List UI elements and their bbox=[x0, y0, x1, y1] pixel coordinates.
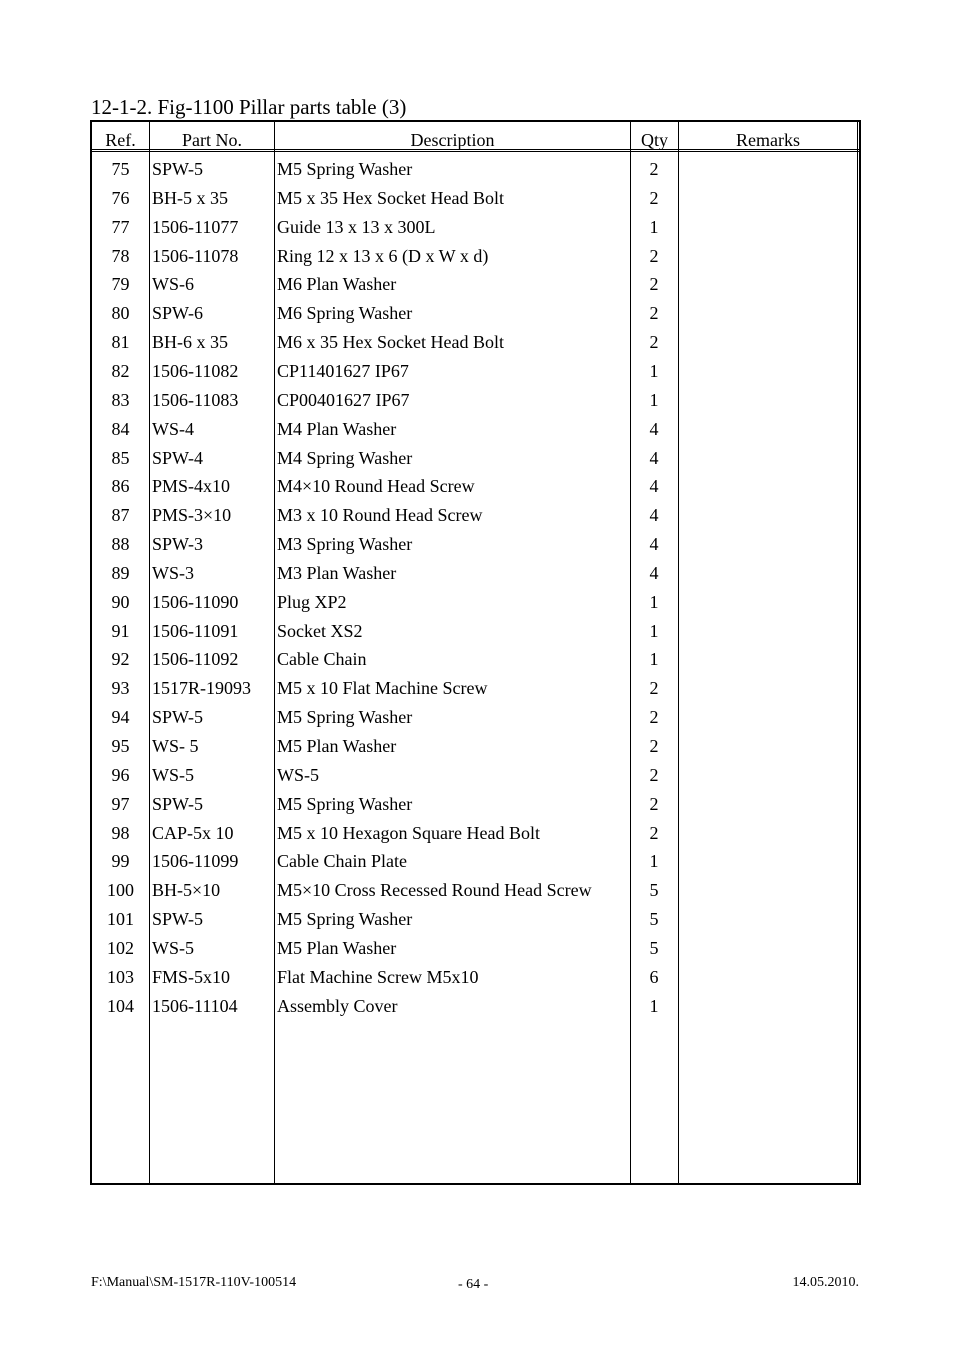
cell-part-no: 1506-11077 bbox=[152, 216, 239, 237]
cell-part-no: WS-4 bbox=[152, 418, 194, 439]
table-row bbox=[92, 357, 859, 386]
cell-part-no: WS-3 bbox=[152, 562, 194, 583]
table-row bbox=[92, 472, 859, 501]
table-row bbox=[92, 501, 859, 530]
cell-description: Cable Chain Plate bbox=[277, 851, 407, 872]
cell-description: M6 Spring Washer bbox=[277, 303, 413, 324]
cell-remarks bbox=[680, 703, 860, 732]
cell-qty: 2 bbox=[649, 822, 659, 843]
cell-description: M5 Plan Washer bbox=[277, 736, 397, 756]
cell-part-no: SPW-4 bbox=[152, 447, 204, 468]
cell-ref: 89 bbox=[111, 562, 130, 583]
cell-ref: 98 bbox=[111, 822, 130, 843]
cell-remarks bbox=[680, 242, 860, 271]
cell-remarks bbox=[680, 934, 860, 963]
cell-description: Ring 12 x 13 x 6 (D x W x d) bbox=[277, 245, 489, 266]
cell-remarks bbox=[680, 761, 860, 790]
cell-ref: 86 bbox=[111, 476, 130, 497]
cell-remarks bbox=[680, 645, 860, 674]
cell-ref: 75 bbox=[111, 159, 130, 179]
cell-remarks bbox=[680, 328, 860, 357]
table-row bbox=[92, 819, 859, 848]
cell-qty: 5 bbox=[649, 937, 659, 958]
table-row bbox=[92, 444, 859, 473]
cell-remarks bbox=[680, 444, 860, 473]
cell-qty: 1 bbox=[649, 360, 659, 381]
cell-ref: 77 bbox=[111, 216, 130, 237]
cell-qty: 1 bbox=[649, 851, 659, 872]
table-row bbox=[92, 732, 859, 761]
cell-ref: 80 bbox=[111, 303, 130, 324]
cell-ref: 95 bbox=[111, 736, 130, 756]
table-row bbox=[92, 847, 859, 876]
cell-description: M6 Plan Washer bbox=[277, 274, 397, 295]
cell-remarks bbox=[680, 819, 860, 848]
cell-qty: 1 bbox=[649, 389, 659, 410]
cell-remarks bbox=[680, 213, 860, 242]
cell-qty: 2 bbox=[649, 274, 659, 295]
cell-part-no: 1506-11099 bbox=[152, 851, 239, 872]
cell-description: M5 x 10 Flat Machine Screw bbox=[277, 678, 488, 699]
cell-remarks bbox=[680, 155, 860, 184]
cell-ref: 83 bbox=[111, 389, 130, 410]
cell-ref: 100 bbox=[107, 880, 134, 901]
cell-ref: 103 bbox=[107, 966, 134, 987]
cell-part-no: WS-6 bbox=[152, 274, 194, 295]
cell-ref: 101 bbox=[107, 909, 134, 930]
cell-part-no: SPW-6 bbox=[152, 303, 204, 324]
cell-remarks bbox=[680, 905, 860, 934]
cell-remarks bbox=[680, 617, 860, 646]
cell-description: M3 Spring Washer bbox=[277, 534, 413, 555]
cell-qty: 2 bbox=[649, 245, 659, 266]
table-row bbox=[92, 386, 859, 415]
cell-ref: 96 bbox=[111, 764, 130, 785]
cell-part-no: PMS-3×10 bbox=[152, 505, 232, 526]
cell-qty: 2 bbox=[649, 678, 659, 699]
cell-part-no: 1506-11104 bbox=[152, 995, 238, 1016]
cell-qty: 1 bbox=[649, 620, 659, 641]
cell-part-no: CAP-5x 10 bbox=[152, 822, 234, 843]
cell-qty: 5 bbox=[649, 880, 659, 901]
cell-remarks bbox=[680, 386, 860, 415]
cell-description: Plug XP2 bbox=[277, 591, 347, 612]
cell-part-no: 1506-11078 bbox=[152, 245, 239, 266]
cell-ref: 85 bbox=[111, 447, 130, 468]
table-row bbox=[92, 790, 859, 819]
cell-ref: 93 bbox=[111, 678, 130, 699]
cell-qty: 2 bbox=[649, 187, 659, 208]
header-remarks: Remarks bbox=[736, 130, 800, 149]
cell-part-no: SPW-3 bbox=[152, 534, 204, 555]
cell-remarks bbox=[680, 588, 860, 617]
cell-part-no: PMS-4x10 bbox=[152, 476, 231, 497]
table-row bbox=[92, 761, 859, 790]
cell-description: WS-5 bbox=[277, 764, 319, 785]
table-row bbox=[92, 905, 859, 934]
cell-qty: 2 bbox=[649, 332, 659, 353]
cell-ref: 79 bbox=[111, 274, 130, 295]
table-row bbox=[92, 559, 859, 588]
cell-ref: 87 bbox=[111, 505, 130, 526]
page-title: 12-1-2. Fig-1100 Pillar parts table (3) bbox=[91, 95, 407, 119]
table-row bbox=[92, 155, 859, 184]
cell-part-no: WS-5 bbox=[152, 937, 194, 958]
table-row bbox=[92, 242, 859, 271]
table-row bbox=[92, 876, 859, 905]
footer-file-path: F:\Manual\SM-1517R-110V-100514 bbox=[91, 1275, 297, 1290]
cell-description: M3 Plan Washer bbox=[277, 562, 397, 583]
cell-description: M5 Plan Washer bbox=[277, 937, 397, 958]
cell-remarks bbox=[680, 501, 860, 530]
cell-remarks bbox=[680, 472, 860, 501]
cell-remarks bbox=[680, 270, 860, 299]
table-row bbox=[92, 415, 859, 444]
cell-remarks bbox=[680, 992, 860, 1021]
table-row bbox=[92, 270, 859, 299]
cell-qty: 4 bbox=[649, 476, 659, 497]
footer-page-number: - 64 - bbox=[458, 1277, 489, 1292]
cell-part-no: 1506-11092 bbox=[152, 649, 239, 670]
cell-qty: 4 bbox=[649, 418, 659, 439]
cell-ref: 90 bbox=[111, 591, 130, 612]
cell-part-no: 1506-11091 bbox=[152, 620, 239, 641]
cell-description: M3 x 10 Round Head Screw bbox=[277, 505, 483, 526]
table-row bbox=[92, 530, 859, 559]
cell-remarks bbox=[680, 184, 860, 213]
cell-description: Assembly Cover bbox=[277, 995, 398, 1016]
cell-qty: 1 bbox=[649, 649, 659, 670]
cell-qty: 2 bbox=[649, 736, 659, 756]
cell-qty: 4 bbox=[649, 447, 659, 468]
cell-remarks bbox=[680, 963, 860, 992]
table-row bbox=[92, 184, 859, 213]
cell-qty: 4 bbox=[649, 505, 659, 526]
table-row bbox=[92, 617, 859, 646]
cell-description: M5 Spring Washer bbox=[277, 159, 413, 179]
cell-part-no: SPW-5 bbox=[152, 707, 204, 728]
cell-part-no: SPW-5 bbox=[152, 159, 204, 179]
cell-description: Guide 13 x 13 x 300L bbox=[277, 216, 436, 237]
cell-description: Cable Chain bbox=[277, 649, 367, 670]
cell-ref: 82 bbox=[111, 360, 130, 381]
cell-part-no: BH-5×10 bbox=[152, 880, 221, 901]
cell-ref: 99 bbox=[111, 851, 130, 872]
cell-description: CP00401627 IP67 bbox=[277, 389, 410, 410]
cell-remarks bbox=[680, 674, 860, 703]
table-row bbox=[92, 328, 859, 357]
table-row bbox=[92, 645, 859, 674]
cell-remarks bbox=[680, 876, 860, 905]
cell-description: CP11401627 IP67 bbox=[277, 360, 409, 381]
cell-remarks bbox=[680, 790, 860, 819]
cell-part-no: WS- 5 bbox=[152, 736, 199, 756]
cell-remarks bbox=[680, 415, 860, 444]
cell-description: Socket XS2 bbox=[277, 620, 363, 641]
table-row bbox=[92, 963, 859, 992]
cell-ref: 84 bbox=[111, 418, 130, 439]
cell-ref: 104 bbox=[107, 995, 134, 1016]
cell-remarks bbox=[680, 530, 860, 559]
cell-remarks bbox=[680, 299, 860, 328]
table-row bbox=[92, 703, 859, 732]
cell-ref: 97 bbox=[111, 793, 130, 814]
cell-qty: 2 bbox=[649, 303, 659, 324]
cell-part-no: FMS-5x10 bbox=[152, 966, 231, 987]
cell-part-no: 1506-11090 bbox=[152, 591, 239, 612]
cell-description: M5 x 10 Hexagon Square Head Bolt bbox=[277, 822, 540, 843]
header-description: Description bbox=[410, 130, 495, 149]
cell-ref: 76 bbox=[111, 187, 130, 208]
cell-description: M4×10 Round Head Screw bbox=[277, 476, 475, 497]
cell-description: Flat Machine Screw M5x10 bbox=[277, 966, 479, 987]
table-row bbox=[92, 213, 859, 242]
cell-description: M5×10 Cross Recessed Round Head Screw bbox=[277, 880, 592, 901]
cell-ref: 94 bbox=[111, 707, 130, 728]
cell-qty: 2 bbox=[649, 764, 659, 785]
cell-qty: 6 bbox=[649, 966, 659, 987]
cell-ref: 91 bbox=[111, 620, 130, 641]
cell-description: M4 Spring Washer bbox=[277, 447, 413, 468]
header-qty: Qty bbox=[641, 130, 668, 149]
cell-qty: 2 bbox=[649, 159, 659, 179]
cell-remarks bbox=[680, 732, 860, 761]
footer-date: 14.05.2010. bbox=[792, 1275, 859, 1290]
cell-part-no: BH-6 x 35 bbox=[152, 332, 228, 353]
cell-description: M6 x 35 Hex Socket Head Bolt bbox=[277, 332, 504, 353]
table-row bbox=[92, 934, 859, 963]
cell-qty: 1 bbox=[649, 216, 659, 237]
cell-part-no: 1506-11082 bbox=[152, 360, 239, 381]
cell-remarks bbox=[680, 847, 860, 876]
cell-description: M5 x 35 Hex Socket Head Bolt bbox=[277, 187, 504, 208]
cell-description: M5 Spring Washer bbox=[277, 707, 413, 728]
cell-ref: 88 bbox=[111, 534, 130, 555]
table-row bbox=[92, 299, 859, 328]
parts-table bbox=[90, 120, 861, 1185]
header-part-no: Part No. bbox=[182, 130, 242, 149]
cell-ref: 102 bbox=[107, 937, 134, 958]
cell-qty: 2 bbox=[649, 707, 659, 728]
cell-part-no: 1517R-19093 bbox=[152, 678, 251, 699]
cell-qty: 4 bbox=[649, 562, 659, 583]
cell-qty: 4 bbox=[649, 534, 659, 555]
cell-qty: 1 bbox=[649, 995, 659, 1016]
cell-remarks bbox=[680, 559, 860, 588]
cell-description: M4 Plan Washer bbox=[277, 418, 397, 439]
cell-part-no: SPW-5 bbox=[152, 793, 204, 814]
cell-part-no: WS-5 bbox=[152, 764, 194, 785]
cell-ref: 78 bbox=[111, 245, 130, 266]
cell-qty: 1 bbox=[649, 591, 659, 612]
cell-ref: 81 bbox=[111, 332, 130, 353]
table-header bbox=[92, 122, 859, 152]
cell-part-no: SPW-5 bbox=[152, 909, 204, 930]
cell-description: M5 Spring Washer bbox=[277, 793, 413, 814]
table-row bbox=[92, 674, 859, 703]
cell-remarks bbox=[680, 357, 860, 386]
cell-ref: 92 bbox=[111, 649, 130, 670]
header-ref: Ref. bbox=[105, 130, 136, 149]
cell-description: M5 Spring Washer bbox=[277, 909, 413, 930]
cell-part-no: 1506-11083 bbox=[152, 389, 239, 410]
table-row bbox=[92, 992, 859, 1021]
cell-qty: 5 bbox=[649, 909, 659, 930]
cell-qty: 2 bbox=[649, 793, 659, 814]
table-row bbox=[92, 588, 859, 617]
cell-part-no: BH-5 x 35 bbox=[152, 187, 228, 208]
